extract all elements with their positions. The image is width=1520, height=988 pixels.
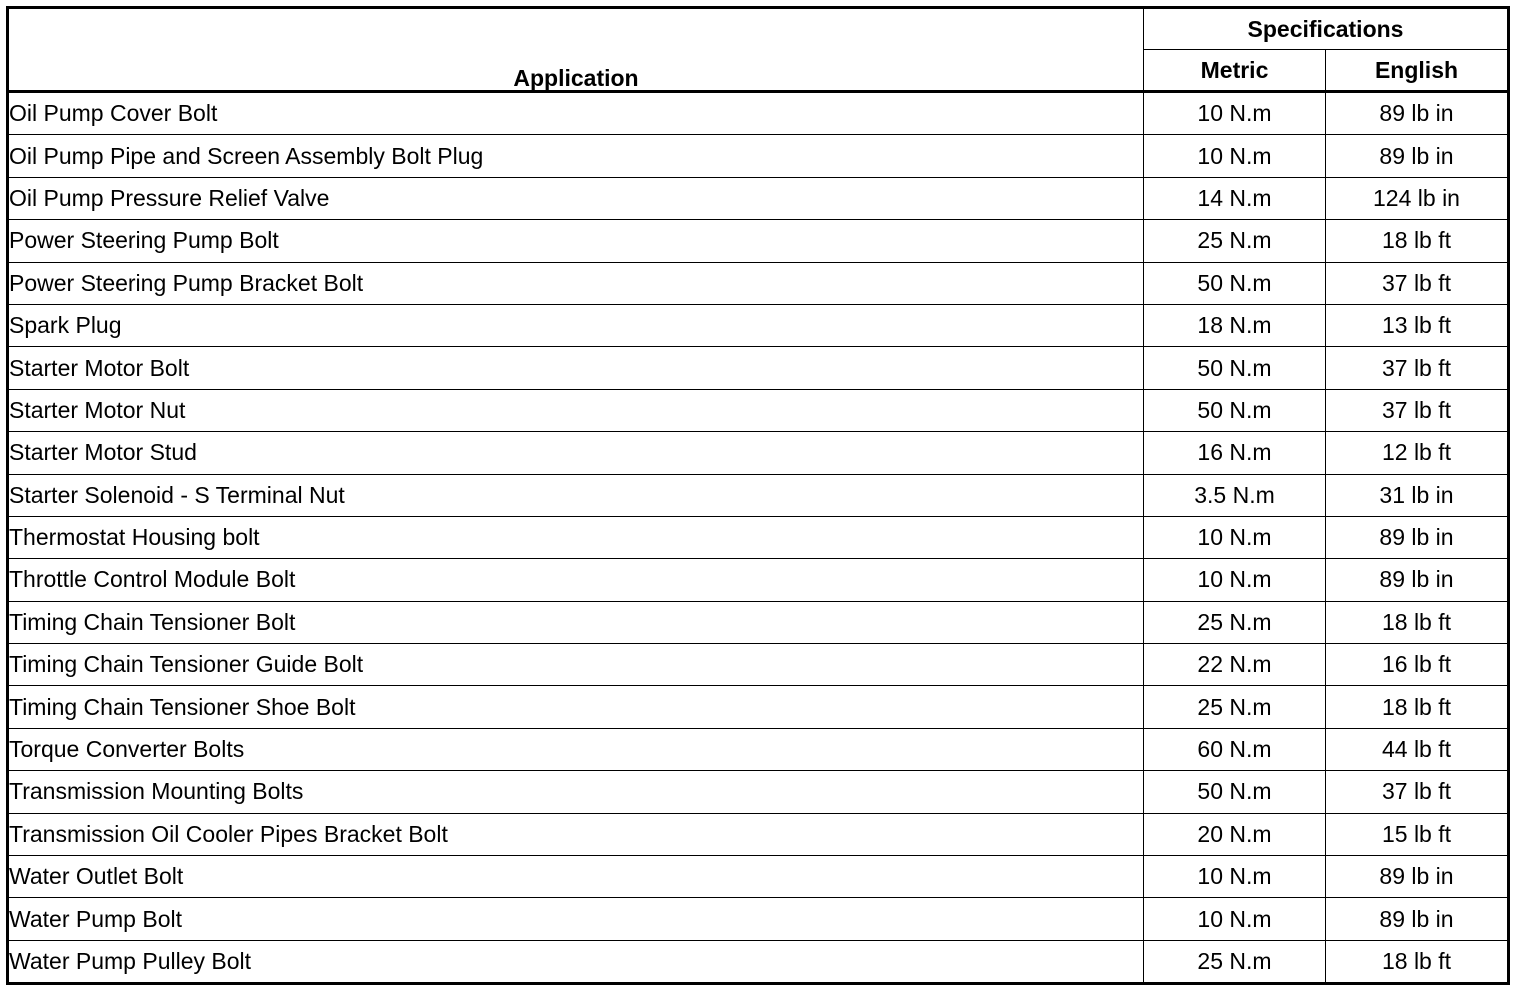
table-header	[8, 8, 1509, 92]
metric-cell: 16 N.m	[1144, 432, 1326, 474]
header-row-group	[8, 8, 1509, 50]
table-row	[8, 728, 1509, 770]
table-row	[8, 813, 1509, 855]
english-cell: 37 lb ft	[1326, 347, 1509, 389]
english-cell: 12 lb ft	[1326, 432, 1509, 474]
table-row	[8, 898, 1509, 940]
english-cell: 89 lb in	[1326, 516, 1509, 558]
english-cell: 31 lb in	[1326, 474, 1509, 516]
application-cell: Starter Solenoid - S Terminal Nut	[8, 474, 1144, 516]
application-cell: Power Steering Pump Bolt	[8, 220, 1144, 262]
table-row	[8, 644, 1509, 686]
english-cell: 37 lb ft	[1326, 262, 1509, 304]
application-cell: Water Pump Bolt	[8, 898, 1144, 940]
application-cell: Transmission Mounting Bolts	[8, 771, 1144, 813]
english-column-header: English	[1326, 50, 1509, 92]
metric-cell: 10 N.m	[1144, 135, 1326, 177]
english-cell: 89 lb in	[1326, 856, 1509, 898]
english-cell: 44 lb ft	[1326, 728, 1509, 770]
table-row	[8, 771, 1509, 813]
metric-cell: 10 N.m	[1144, 856, 1326, 898]
application-cell: Spark Plug	[8, 304, 1144, 346]
english-cell: 18 lb ft	[1326, 220, 1509, 262]
application-cell: Starter Motor Nut	[8, 389, 1144, 431]
metric-cell: 14 N.m	[1144, 177, 1326, 219]
metric-cell: 25 N.m	[1144, 601, 1326, 643]
table-row	[8, 92, 1509, 135]
application-cell: Torque Converter Bolts	[8, 728, 1144, 770]
table-row	[8, 262, 1509, 304]
english-cell: 16 lb ft	[1326, 644, 1509, 686]
english-cell: 18 lb ft	[1326, 940, 1509, 983]
metric-cell: 50 N.m	[1144, 262, 1326, 304]
application-cell: Oil Pump Pipe and Screen Assembly Bolt Plug	[8, 135, 1144, 177]
table-row	[8, 686, 1509, 728]
metric-cell: 20 N.m	[1144, 813, 1326, 855]
application-cell: Water Pump Pulley Bolt	[8, 940, 1144, 983]
table-row	[8, 432, 1509, 474]
application-cell: Power Steering Pump Bracket Bolt	[8, 262, 1144, 304]
application-cell: Starter Motor Stud	[8, 432, 1144, 474]
table-row	[8, 304, 1509, 346]
metric-cell: 50 N.m	[1144, 771, 1326, 813]
metric-cell: 60 N.m	[1144, 728, 1326, 770]
table-row	[8, 601, 1509, 643]
metric-cell: 10 N.m	[1144, 516, 1326, 558]
application-cell: Timing Chain Tensioner Shoe Bolt	[8, 686, 1144, 728]
application-cell: Oil Pump Cover Bolt	[8, 92, 1144, 135]
application-cell: Timing Chain Tensioner Guide Bolt	[8, 644, 1144, 686]
application-cell: Transmission Oil Cooler Pipes Bracket Bolt	[8, 813, 1144, 855]
metric-cell: 18 N.m	[1144, 304, 1326, 346]
metric-column-header: Metric	[1144, 50, 1326, 92]
metric-cell: 10 N.m	[1144, 559, 1326, 601]
table-row	[8, 856, 1509, 898]
english-cell: 89 lb in	[1326, 559, 1509, 601]
english-cell: 37 lb ft	[1326, 389, 1509, 431]
metric-cell: 50 N.m	[1144, 347, 1326, 389]
metric-cell: 25 N.m	[1144, 686, 1326, 728]
english-cell: 124 lb in	[1326, 177, 1509, 219]
metric-cell: 25 N.m	[1144, 940, 1326, 983]
application-cell: Throttle Control Module Bolt	[8, 559, 1144, 601]
table-row	[8, 559, 1509, 601]
metric-cell: 10 N.m	[1144, 92, 1326, 135]
application-cell: Timing Chain Tensioner Bolt	[8, 601, 1144, 643]
torque-spec-table	[6, 6, 1510, 985]
application-cell: Starter Motor Bolt	[8, 347, 1144, 389]
table-row	[8, 940, 1509, 983]
application-cell: Oil Pump Pressure Relief Valve	[8, 177, 1144, 219]
table-row	[8, 474, 1509, 516]
table-row	[8, 177, 1509, 219]
application-cell: Water Outlet Bolt	[8, 856, 1144, 898]
table-row	[8, 347, 1509, 389]
english-cell: 18 lb ft	[1326, 686, 1509, 728]
english-cell: 89 lb in	[1326, 92, 1509, 135]
table-row	[8, 516, 1509, 558]
table-row	[8, 220, 1509, 262]
english-cell: 13 lb ft	[1326, 304, 1509, 346]
english-cell: 15 lb ft	[1326, 813, 1509, 855]
english-cell: 89 lb in	[1326, 135, 1509, 177]
specifications-group-header: Specifications	[1144, 8, 1509, 50]
english-cell: 18 lb ft	[1326, 601, 1509, 643]
table-row	[8, 389, 1509, 431]
application-column-header: Application	[8, 8, 1144, 92]
metric-cell: 10 N.m	[1144, 898, 1326, 940]
table-row	[8, 135, 1509, 177]
english-cell: 89 lb in	[1326, 898, 1509, 940]
application-cell: Thermostat Housing bolt	[8, 516, 1144, 558]
metric-cell: 3.5 N.m	[1144, 474, 1326, 516]
metric-cell: 50 N.m	[1144, 389, 1326, 431]
metric-cell: 22 N.m	[1144, 644, 1326, 686]
english-cell: 37 lb ft	[1326, 771, 1509, 813]
metric-cell: 25 N.m	[1144, 220, 1326, 262]
table-body	[8, 92, 1509, 984]
